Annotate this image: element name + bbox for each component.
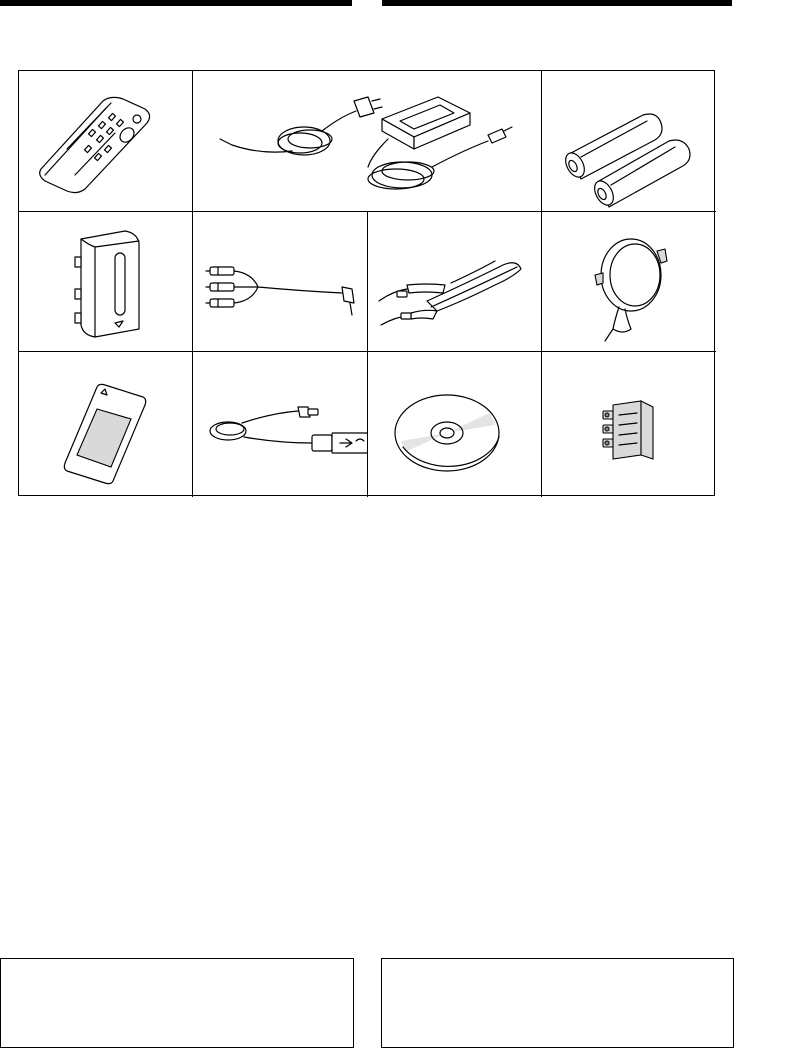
accessory-battery-pack [19, 211, 192, 351]
accessory-ac-adaptor [192, 71, 541, 211]
accessory-aa-batteries [541, 71, 716, 211]
footer-note-box-left [0, 958, 354, 1048]
cd-rom-icon [367, 351, 541, 497]
usb-cable-icon [192, 351, 367, 497]
footer-note-box-right [381, 958, 734, 1048]
accessory-lens-cap [541, 211, 716, 351]
header-rule-right [382, 0, 732, 6]
lens-cap-icon [541, 211, 716, 351]
accessory-21-pin-adaptor [541, 351, 716, 497]
accessory-cd-rom [367, 351, 541, 497]
av-connecting-cable-icon [192, 211, 367, 351]
accessory-memory-stick [19, 351, 192, 497]
ac-adaptor-icon [192, 71, 541, 211]
accessory-remote-commander [19, 71, 192, 211]
accessories-grid [18, 70, 715, 496]
remote-commander-icon [19, 71, 192, 211]
21-pin-adaptor-icon [541, 351, 716, 497]
battery-pack-icon [19, 211, 192, 351]
shoulder-strap-icon [367, 211, 541, 351]
accessory-av-connecting-cable [192, 211, 367, 351]
accessory-shoulder-strap [367, 211, 541, 351]
accessory-usb-cable [192, 351, 367, 497]
aa-batteries-icon [541, 71, 716, 211]
header-rule-left [0, 0, 352, 6]
memory-stick-icon [19, 351, 192, 497]
